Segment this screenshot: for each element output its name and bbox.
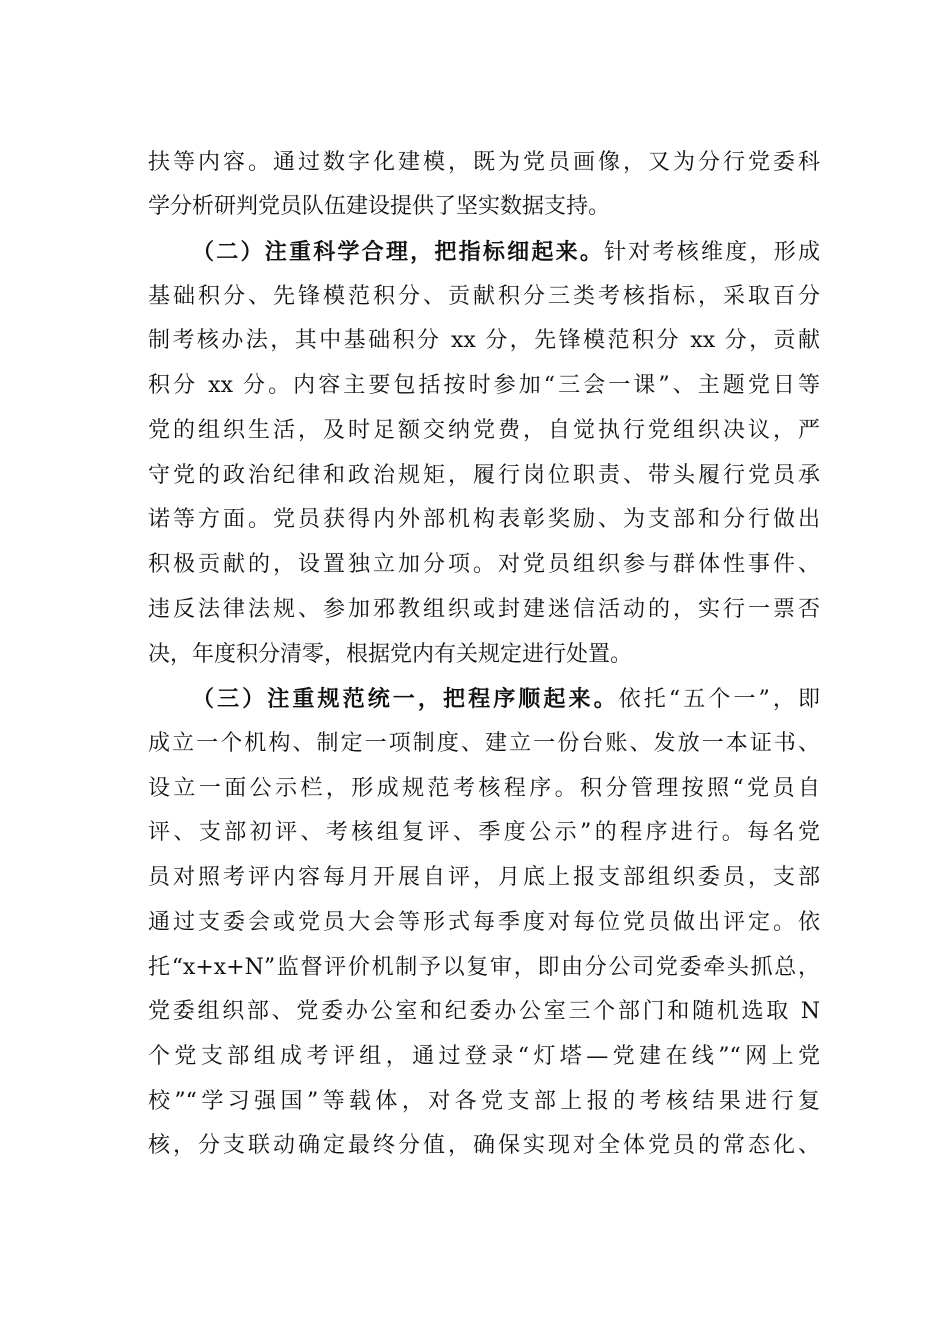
text-line: 守党的政治纪律和政治规矩，履行岗位职责、带头履行党员承	[148, 463, 820, 488]
text-line: 违反法律法规、参加邪教组织或封建迷信活动的，实行一票否	[148, 597, 820, 622]
section-heading: （二）注重科学合理，把指标细起来。	[192, 239, 605, 265]
text-line: 党委组织部、党委办公室和纪委办公室三个部门和随机选取 N	[148, 999, 820, 1024]
text-line: 积极贡献的，设置独立加分项。对党员组织参与群体性事件、	[148, 552, 820, 577]
text-line: 个党支部组成考评组，通过登录“灯塔—党建在线”“网上党	[148, 1044, 820, 1069]
text-line: 学分析研判党员队伍建设提供了坚实数据支持。	[148, 194, 611, 219]
text-line: 核，分支联动确定最终分值，确保实现对全体党员的常态化、	[148, 1133, 820, 1158]
text-line: 党的组织生活，及时足额交纳党费，自觉执行党组织决议，严	[148, 418, 820, 443]
text-line: 成立一个机构、制定一项制度、建立一份台账、发放一本证书、	[148, 731, 820, 756]
text-line: 设立一面公示栏，形成规范考核程序。积分管理按照“党员自	[148, 776, 820, 801]
paragraph-first-line	[192, 232, 820, 272]
section-heading: （三）注重规范统一，把程序顺起来。	[192, 686, 619, 712]
text-line: 通过支委会或党员大会等形式每季度对每位党员做出评定。依	[148, 910, 820, 935]
text-line: 托“x+x+N”监督评价机制予以复审，即由分公司党委牵头抓总，	[148, 955, 820, 980]
text-run: 针对考核维度，形成	[604, 240, 820, 265]
text-line: 制考核办法，其中基础积分 xx 分，先锋模范积分 xx 分，贡献	[148, 328, 820, 353]
text-line: 评、支部初评、考核组复评、季度公示”的程序进行。每名党	[148, 820, 820, 845]
paragraph-first-line	[192, 679, 820, 719]
text-line: 决，年度积分清零，根据党内有关规定进行处置。	[148, 642, 633, 667]
text-run: 依托“五个一”，即	[618, 687, 820, 712]
text-line: 积分 xx 分。内容主要包括按时参加“三会一课”、主题党日等	[148, 373, 820, 398]
text-line: 校”“学习强国”等载体，对各党支部上报的考核结果进行复	[148, 1089, 820, 1114]
text-line: 扶等内容。通过数字化建模，既为党员画像，又为分行党委科	[148, 150, 820, 175]
text-line: 诺等方面。党员获得内外部机构表彰奖励、为支部和分行做出	[148, 507, 820, 532]
text-line: 基础积分、先锋模范积分、贡献积分三类考核指标，采取百分	[148, 284, 820, 309]
text-line: 员对照考评内容每月开展自评，月底上报支部组织委员，支部	[148, 865, 820, 890]
